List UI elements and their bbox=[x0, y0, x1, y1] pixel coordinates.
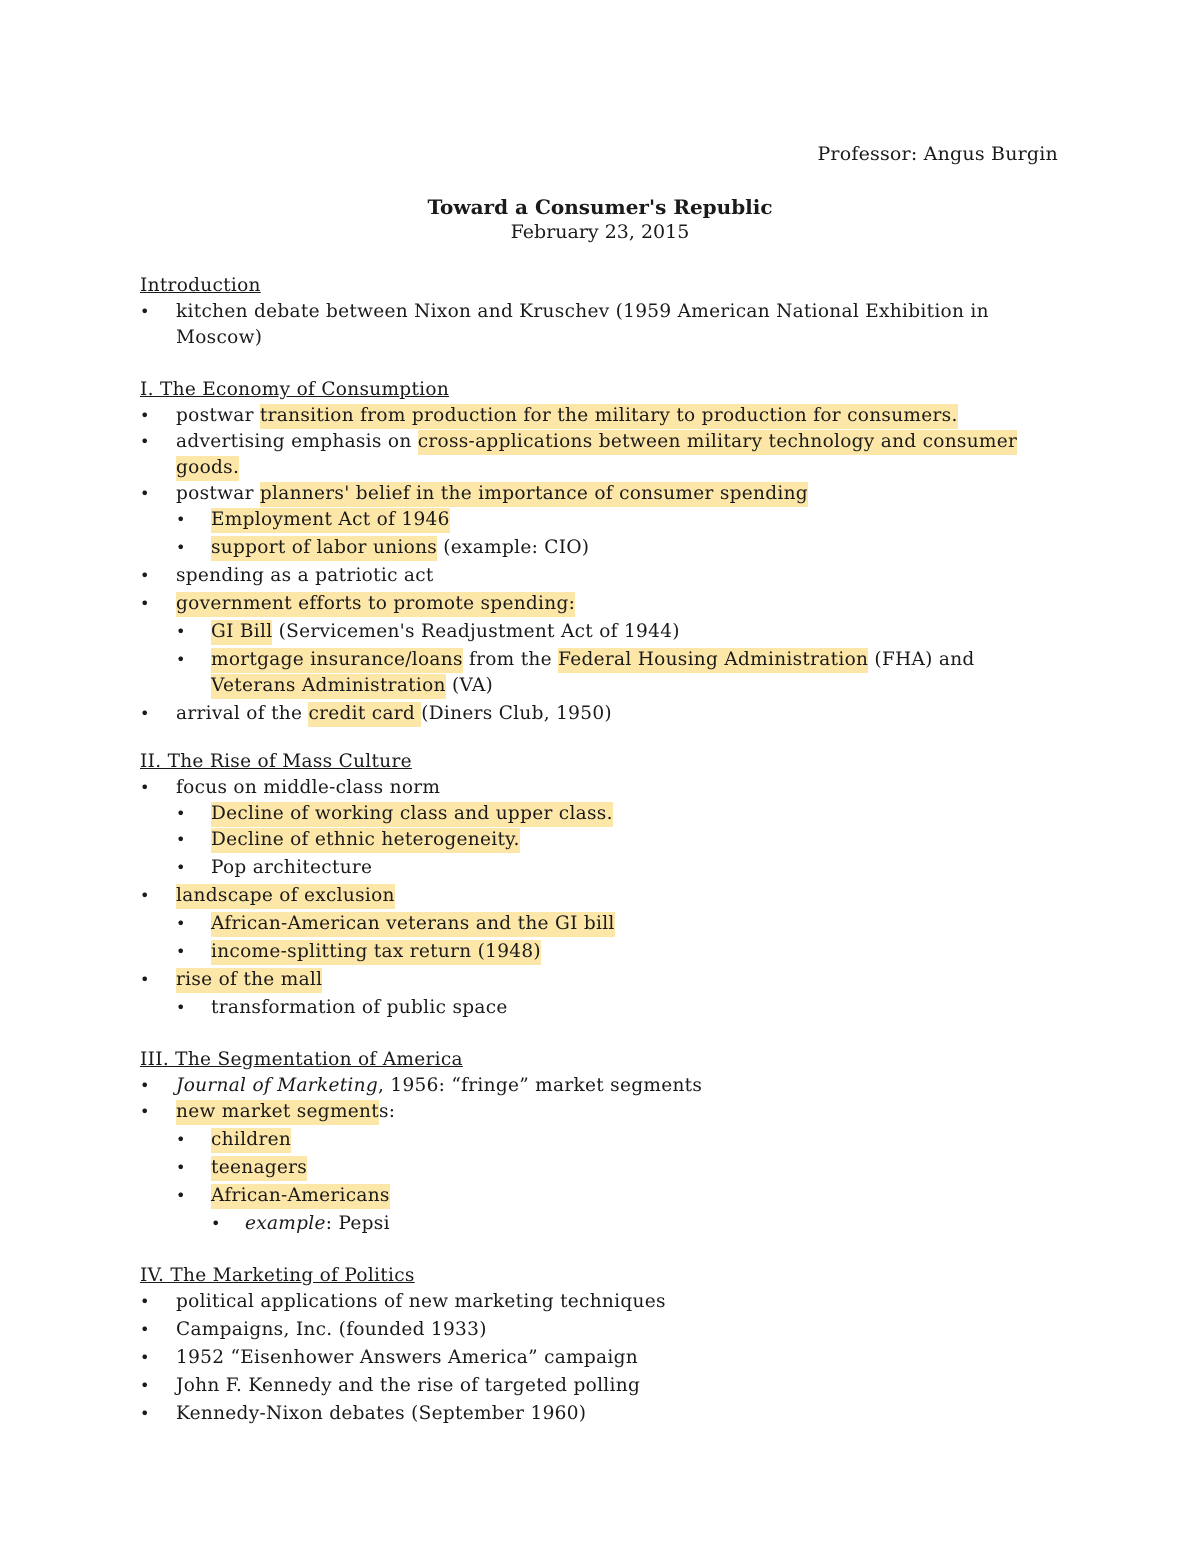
bullet-icon: • bbox=[176, 804, 186, 823]
list-item bbox=[140, 911, 1060, 937]
bullet-icon: • bbox=[176, 622, 186, 641]
item-text: spending as a patriotic act bbox=[176, 565, 434, 586]
section-heading-mass-culture: II. The Rise of Mass Culture bbox=[140, 751, 412, 772]
bullet-icon: • bbox=[176, 1130, 186, 1149]
list-item bbox=[140, 967, 1060, 993]
bullet-icon: • bbox=[140, 1376, 150, 1395]
bullet-icon: • bbox=[140, 970, 150, 989]
list-item bbox=[140, 855, 1060, 881]
highlighted-text: new market segment bbox=[176, 1100, 379, 1125]
document-title: Toward a Consumer's Republic bbox=[427, 195, 773, 219]
bullet-icon: • bbox=[176, 1186, 186, 1205]
list-item bbox=[140, 647, 1060, 699]
highlighted-text: African-Americans bbox=[211, 1184, 390, 1209]
bullet-icon: • bbox=[176, 942, 186, 961]
bullet-icon: • bbox=[140, 1348, 150, 1367]
bullet-icon: • bbox=[140, 1102, 150, 1121]
item-text: arrival of the bbox=[176, 703, 309, 724]
document-date: February 23, 2015 bbox=[510, 221, 690, 243]
bullet-icon: • bbox=[176, 510, 186, 529]
item-text: (Diners Club, 1950) bbox=[421, 703, 612, 724]
list-item bbox=[140, 619, 1060, 645]
item-text: John F. Kennedy and the rise of targeted polling bbox=[176, 1375, 641, 1396]
bullet-icon: • bbox=[176, 830, 186, 849]
list-item bbox=[140, 403, 1060, 429]
list-item bbox=[140, 563, 1060, 589]
section-heading-introduction: Introduction bbox=[140, 275, 261, 296]
professor-line: Professor: Angus Burgin bbox=[817, 143, 1058, 165]
highlighted-text: support of labor unions bbox=[211, 536, 437, 561]
highlighted-text: mortgage insurance/loans bbox=[211, 648, 463, 673]
bullet-icon: • bbox=[176, 998, 186, 1017]
list-item bbox=[140, 1317, 1060, 1343]
bullet-icon: • bbox=[140, 886, 150, 905]
highlighted-text: credit card bbox=[308, 702, 421, 727]
list-item bbox=[140, 1099, 1060, 1125]
item-text: , 1956: “fringe” market segments bbox=[378, 1075, 703, 1096]
list-item bbox=[140, 507, 1060, 533]
highlighted-text: Federal Housing Administration bbox=[558, 648, 868, 673]
bullet-icon: • bbox=[140, 1292, 150, 1311]
highlighted-text: GI Bill bbox=[211, 620, 272, 645]
bullet-icon: • bbox=[140, 1404, 150, 1423]
list-item bbox=[140, 429, 1060, 481]
item-text: s: bbox=[379, 1101, 396, 1122]
list-item bbox=[140, 1289, 1060, 1315]
bullet-icon: • bbox=[176, 538, 186, 557]
highlighted-text: government efforts to promote spending: bbox=[176, 592, 575, 617]
bullet-icon: • bbox=[176, 1158, 186, 1177]
item-text: Pop architecture bbox=[211, 857, 373, 878]
highlighted-text: African-American veterans and the GI bill bbox=[211, 912, 615, 937]
italic-text: Journal of Marketing bbox=[176, 1075, 379, 1096]
bullet-icon: • bbox=[140, 432, 150, 451]
bullet-icon: • bbox=[140, 406, 150, 425]
bullet-icon: • bbox=[140, 704, 150, 723]
list-item bbox=[140, 701, 1060, 727]
highlighted-text: cross-applications between military technology and consumer goods. bbox=[176, 430, 1017, 481]
bullet-icon: • bbox=[211, 1214, 221, 1233]
item-text: 1952 “Eisenhower Answers America” campaign bbox=[176, 1347, 638, 1368]
item-text: (FHA) and bbox=[868, 649, 975, 670]
list-item bbox=[140, 995, 1060, 1021]
highlighted-text: transition from production for the military to production for consumers. bbox=[260, 404, 958, 429]
highlighted-text: Veterans Administration bbox=[211, 674, 446, 699]
list-item bbox=[140, 801, 1060, 827]
item-text: (example: CIO) bbox=[437, 537, 590, 558]
bullet-icon: • bbox=[140, 1320, 150, 1339]
item-text: postwar bbox=[176, 483, 260, 504]
list-item bbox=[140, 1155, 1060, 1181]
list-item bbox=[140, 1127, 1060, 1153]
highlighted-text: children bbox=[211, 1128, 291, 1153]
italic-text: example bbox=[245, 1213, 326, 1234]
highlighted-text: income-splitting tax return (1948) bbox=[211, 940, 541, 965]
item-text: focus on middle-class norm bbox=[176, 777, 441, 798]
highlighted-text: teenagers bbox=[211, 1156, 307, 1181]
item-text: transformation of public space bbox=[211, 997, 508, 1018]
list-item bbox=[140, 1401, 1060, 1427]
bullet-icon: • bbox=[140, 1076, 150, 1095]
bullet-icon: • bbox=[140, 302, 150, 321]
list-item bbox=[140, 939, 1060, 965]
list-item bbox=[140, 775, 1060, 801]
item-text: kitchen debate between Nixon and Kruschev (1959 American National Exhibition in Moscow) bbox=[176, 301, 989, 348]
item-text: Campaigns, Inc. (founded 1933) bbox=[176, 1319, 487, 1340]
item-text: political applications of new marketing techniques bbox=[176, 1291, 666, 1312]
list-item bbox=[140, 1373, 1060, 1399]
section-heading-segmentation: III. The Segmentation of America bbox=[140, 1049, 463, 1070]
bullet-icon: • bbox=[176, 858, 186, 877]
list-item bbox=[140, 591, 1060, 617]
document-body bbox=[140, 273, 1060, 1429]
bullet-icon: • bbox=[140, 484, 150, 503]
section-heading-politics: IV. The Marketing of Politics bbox=[140, 1265, 415, 1286]
item-text: Kennedy-Nixon debates (September 1960) bbox=[176, 1403, 587, 1424]
list-item bbox=[140, 535, 1060, 561]
list-item bbox=[140, 1345, 1060, 1371]
bullet-icon: • bbox=[140, 594, 150, 613]
list-item bbox=[140, 827, 1060, 853]
highlighted-text: Decline of ethnic heterogeneity. bbox=[211, 828, 520, 853]
bullet-icon: • bbox=[140, 566, 150, 585]
highlighted-text: landscape of exclusion bbox=[176, 884, 395, 909]
highlighted-text: rise of the mall bbox=[176, 968, 322, 993]
highlighted-text: planners' belief in the importance of consumer spending bbox=[260, 482, 808, 507]
item-text: (Servicemen's Readjustment Act of 1944) bbox=[272, 621, 680, 642]
list-item bbox=[140, 883, 1060, 909]
bullet-icon: • bbox=[176, 650, 186, 669]
list-item bbox=[140, 1183, 1060, 1209]
bullet-icon: • bbox=[176, 914, 186, 933]
list-item bbox=[140, 481, 1060, 507]
list-item bbox=[140, 1211, 1060, 1237]
item-text: advertising emphasis on bbox=[176, 431, 418, 452]
list-item bbox=[140, 1073, 1060, 1099]
item-text: : Pepsi bbox=[325, 1213, 390, 1234]
highlighted-text: Decline of working class and upper class. bbox=[211, 802, 613, 827]
item-text: from the bbox=[462, 649, 559, 670]
list-item bbox=[140, 299, 1060, 351]
item-text: (VA) bbox=[445, 675, 494, 696]
highlighted-text: Employment Act of 1946 bbox=[211, 508, 450, 533]
item-text: postwar bbox=[176, 405, 260, 426]
bullet-icon: • bbox=[140, 778, 150, 797]
section-heading-economy: I. The Economy of Consumption bbox=[140, 379, 450, 400]
